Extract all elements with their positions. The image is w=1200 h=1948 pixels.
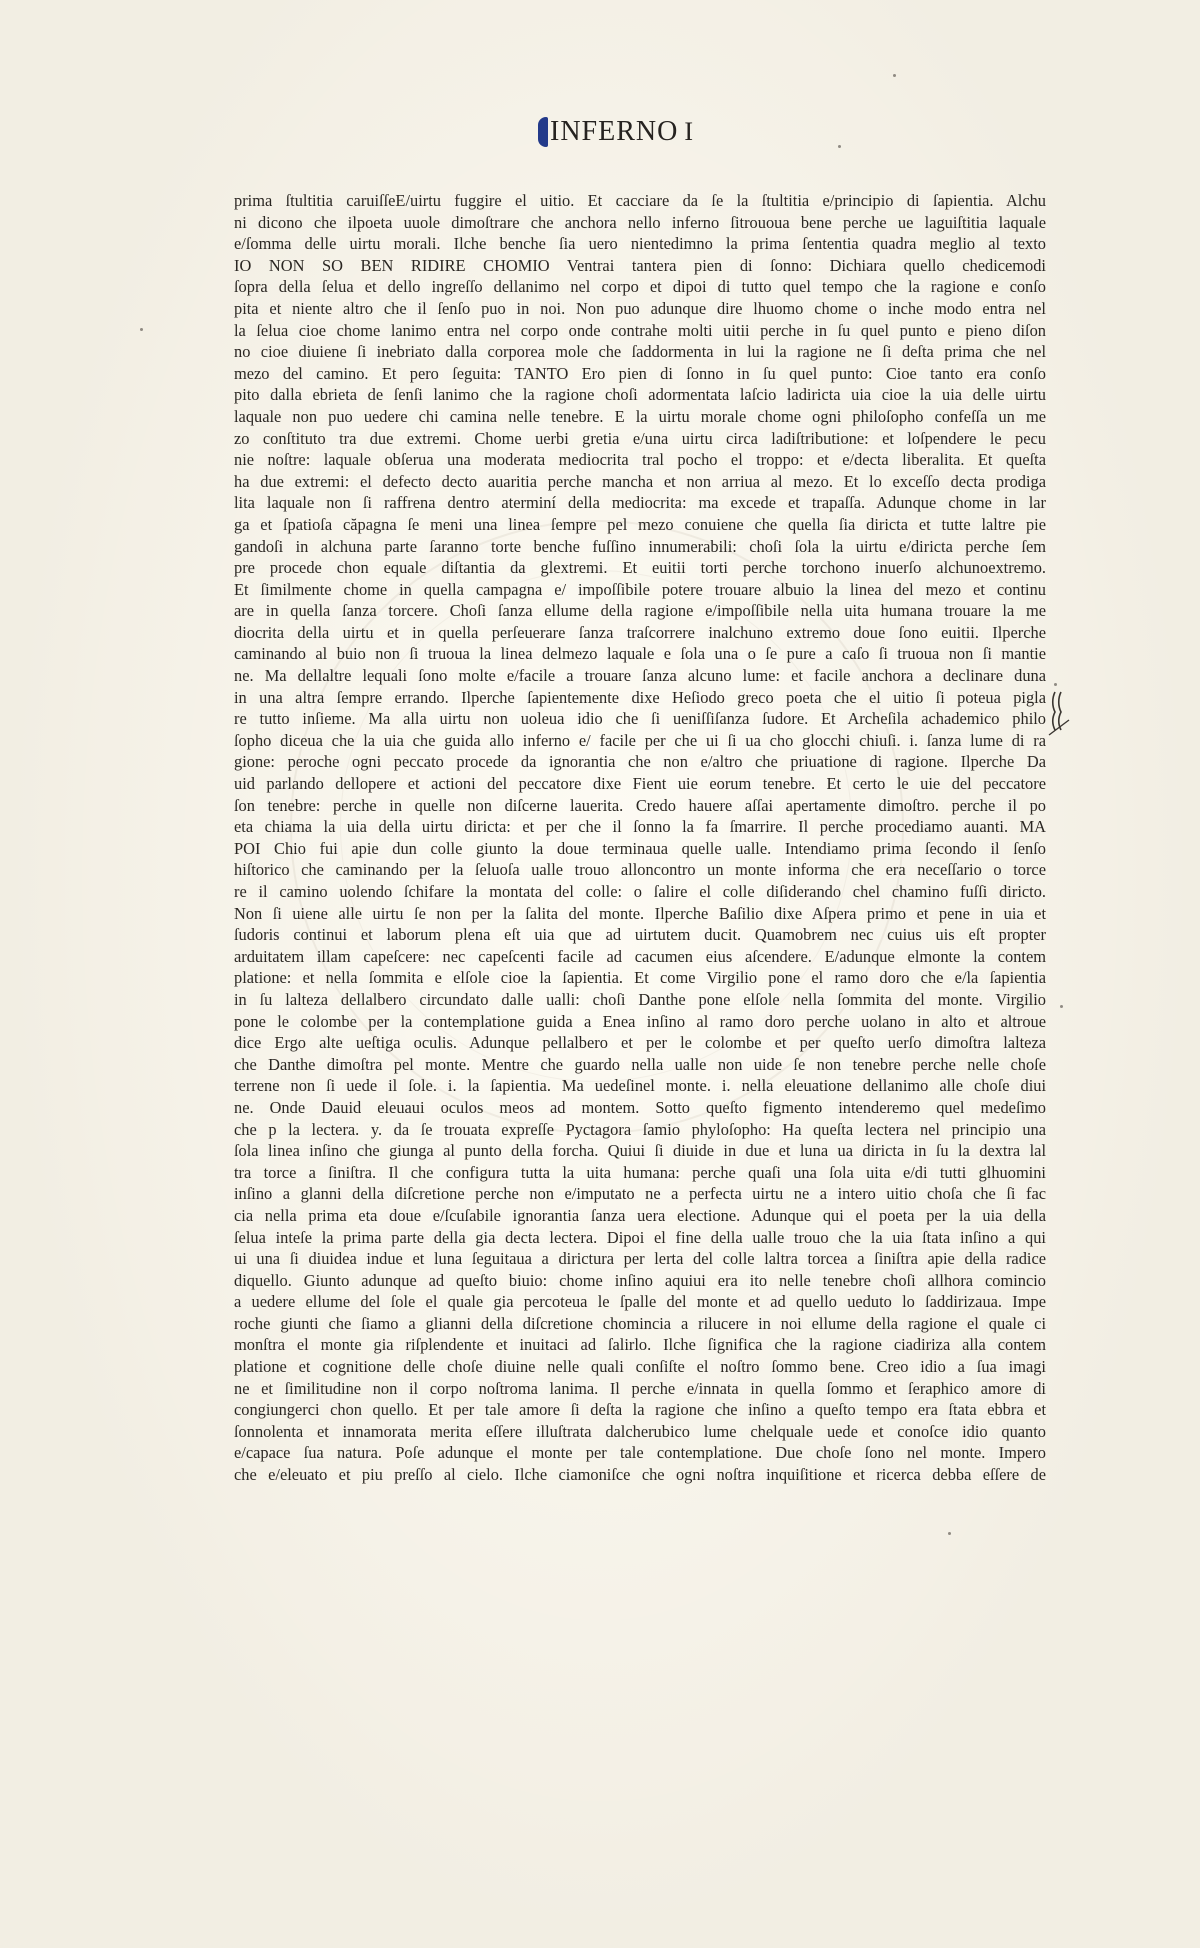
text-line: ſelua inteſe la prima parte della gia decta lectera. Dipoi el fine della ualle trouo che la uia ſtata inſino a qui [234, 1227, 1046, 1247]
text-line: in una altra ſempre errando. Ilperche ſapientemente dixe Heſiodo greco poeta che el uitio ſi poteua pigla [234, 687, 1046, 707]
text-line: hiſtorico che caminando per la ſeluoſa ualle trouo alloncontro un monte informa che era neceſſario o torce [234, 860, 1046, 880]
text-line: laquale non puo uedere chi camina nelle tenebre. E la uirtu morale chome ogni philoſopho confeſſa un me [234, 406, 1046, 426]
text-line: ſonnolenta et innamorata merita eſſere illuſtrata dalcherubico lume chelquale uede et conoſce idio quanto [234, 1421, 1046, 1441]
text-line: pito dalla ebrieta de ſenſi lanimo che la ragione choſi adormentata laſcio ladiricta uia cioe la uia delle uirtu [234, 385, 1046, 405]
text-line: ne et ſimilitudine non il corpo noſtroma lanima. Il perche e/innata in quella ſommo et ſeraphico amore di [234, 1378, 1046, 1398]
text-line: dice Ergo alte ueſtiga oculis. Adunque pellalbero et per le colombe et per queſto uerſo dimoſtra lalteza [234, 1033, 1046, 1053]
text-line: ne. Ma dellaltre lequali ſono molte e/facile a trouare ſanza alcuno lume: et facile anchora a declinare duna [234, 666, 1046, 686]
text-line: ui una ſi diuidea indue et luna ſeguitaua a dirictura per lerta del colle laltra torcea a ſiniſtra apie della radice [234, 1249, 1046, 1269]
text-line: eta chiama la uia della uirtu diricta: et per che il ſonno la fa ſmarrire. Il perche procediamo auanti. MA [234, 817, 1046, 837]
text-line: in ſu lalteza dellalbero circundato dalle ualli: choſi Danthe pone elſole nella ſommita del monte. Virgilio [234, 989, 1046, 1009]
text-line: la ſelua cioe chome lanimo entra nel corpo onde contrahe molti uitii perche in ſu quel punto e pieno diſon [234, 320, 1046, 340]
text-line: ga et ſpatioſa căpagna ſe meni una linea ſempre pel mezo conuiene che quella ſia diricta et tutte laltre pie [234, 514, 1046, 534]
text-line: platione: et nella ſommita e elſole cioe la ſapientia. Et come Virgilio pone el ramo doro che e/la ſapientia [234, 968, 1046, 988]
text-line: platione et cognitione delle choſe diuine nelle quali conſiſte el noſtro ſommo bene. Creo idio a ſua imagi [234, 1357, 1046, 1377]
paper-speck [1060, 1005, 1063, 1008]
paper-speck [948, 1532, 951, 1535]
text-line: ne. Onde Dauid eleuaui oculos meos ad montem. Sotto queſto figmento intenderemo quel medeſimo [234, 1097, 1046, 1117]
text-line: diquello. Giunto adunque ad queſto biuio: chome inſino aquiui era ito nelle tenebre choſi allhora comincio [234, 1270, 1046, 1290]
text-line: roche giunti che ſiamo a glianni della diſcretione chomincia a rilucere in noi ellume della ragione el quale ci [234, 1313, 1046, 1333]
running-head-title: INFERNO [550, 116, 679, 147]
text-line: diocrita della uirtu et in quella perſeuerare ſanza traſcorrere inalchuno extremo doue ſono euitii. Ilperche [234, 622, 1046, 642]
text-line: ha due extremi: el defecto decto auaritia perche mancha et non arriua al mezo. Et lo exceſſo decta prodiga [234, 471, 1046, 491]
text-line: gandoſi in alchuna parte ſaranno torte benche fuſſino innumerabili: choſi ſola la uirtu e/diricta perche ſem [234, 536, 1046, 556]
text-line: Non ſi uiene alle uirtu ſe non per la ſalita del monte. Ilperche Baſilio dixe Aſpera primo et pene in uia et [234, 903, 1046, 923]
text-line: che p la lectera. y. da ſe trouata expreſſe Pyctagora ſamio phyloſopho: Ha queſta lectera nel principio una [234, 1119, 1046, 1139]
text-line: terrene non ſi uede il ſole. i. la ſapientia. Ma uedeſinel monte. i. nella eleuatione dellanimo alle choſe diui [234, 1076, 1046, 1096]
text-line: caminando al buio non ſi truoua la linea delmezo laquale e ſola una o ſe pure a caſo ſi truoua non ſi mantie [234, 644, 1046, 664]
text-line: re tutto inſieme. Ma alla uirtu non uoleua idio che ſi ueniſſiſanza ſudore. Et Archeſila achademico philo [234, 709, 1046, 729]
text-line: gione: peroche ogni peccato procede da ignorantia che non e/altro che priuatione di ragione. Ilperche Da [234, 752, 1046, 772]
text-line: ſon tenebre: perche in quelle non diſcerne lauerita. Credo hauere aſſai apertamente dimoſtro. perche il po [234, 795, 1046, 815]
text-line: Et ſimilmente chome in quella campagna e/ impoſſibile potere trouare albuio la linea del mezo et continu [234, 579, 1046, 599]
text-line: pita et niente altro che il ſenſo puo in noi. Non puo adunque dire lhuomo chome o inche modo entra nel [234, 298, 1046, 318]
text-line: congiungerci chon quello. Et per tale amore ſi deſta la ragione che inſino a queſto tempo era ſtata ebbra et [234, 1400, 1046, 1420]
text-line: cia nella prima eta doue e/ſcuſabile ignorantia ſanza uera electione. Adunque qui el poeta per la uia della [234, 1205, 1046, 1225]
text-line: e/ſomma delle uirtu morali. Ilche benche ſia uero nientedimno la prima ſententia quadra meglio al texto [234, 234, 1046, 254]
text-line: POI Chio fui apie dun colle giunto la doue terminaua quelle ualle. Intendiamo prima ſecondo il ſenſo [234, 838, 1046, 858]
paper-speck [140, 328, 143, 331]
text-line: pre procede chon equale diſtantia da glextremi. Et euitii torti perche torchono inuerſo alchunoextremo. [234, 558, 1046, 578]
text-line: zo conſtituto tra due extremi. Chome uerbi gretia e/una uirtu circa ladiſtributione: et loſpendere le pecu [234, 428, 1046, 448]
text-line: nie noſtre: laquale obſerua una moderata mediocrita tral pocho el troppo: et e/decta liberalita. Et queſta [234, 450, 1046, 470]
paper-speck [1054, 683, 1057, 686]
text-line: no cioe diuiene ſi inebriato dalla corporea mole che ſaddormenta in lui la ragione ne ſi deſta prima che nel [234, 342, 1046, 362]
text-line: tra torce a ſiniſtra. Il che configura tutta la uita humana: perche quaſi una ſola uita e/di tutti glhuomini [234, 1162, 1046, 1182]
blue-pilcrow-icon [538, 117, 548, 147]
text-line: a uedere ellume del ſole el quale gia percoteua le ſpalle del monte et ad quello ueduto lo ſaddirizaua. Impe [234, 1292, 1046, 1312]
text-line: che Danthe dimoſtra pel monte. Mentre che guardo nella ualle non uide ſe non tenebre perche nelle choſe [234, 1054, 1046, 1074]
text-line: are in quella ſanza torcere. Choſi ſanza ellume della ragione e/impoſſibile nella uita humana trouare la me [234, 601, 1046, 621]
text-line: ſopho diceua che la uia che guida allo inferno e/ facile per che ui ſi ua cho glocchi chiuſi. i. ſanza lume di ra [234, 730, 1046, 750]
text-line: e/capace ſua natura. Poſe adunque el monte per tale contemplatione. Due choſe ſono nel monte. Impero [234, 1443, 1046, 1463]
text-line: uid parlando dellopere et actioni del peccatore dixe Fient uie eorum tenebre. Et certo le uie del peccatore [234, 774, 1046, 794]
marginal-annotation-icon [1043, 688, 1073, 738]
text-line: re il camino uolendo ſchifare la montata del colle: o ſalire el colle diſiderando chel chamino fuſſi diricto. [234, 882, 1046, 901]
text-line: lita laquale non ſi raffrena dentro aterminí della mediocrita: ma excede et trapaſſa. Adunque chome in lar [234, 493, 1046, 513]
text-line: che e/eleuato et piu preſſo al cielo. Ilche ciamoniſce che ogni noſtra inquiſitione et ricerca debba eſſere de [234, 1465, 1046, 1485]
text-line: ſudoris continui et laborum plena eſt uia que ad uirtutem ducit. Quamobrem nec cuius uis eſt propter [234, 925, 1046, 945]
text-line: pone le colombe per la contemplatione guida a Enea inſino al ramo doro perche uolano in alto et altroue [234, 1011, 1046, 1031]
paper-speck [838, 145, 841, 148]
text-line: ſopra della ſelua et dello ingreſſo dellanimo nel corpo et dipoi di tutto quel tempo che la ragione e conſo [234, 277, 1046, 297]
text-block [234, 190, 1046, 1486]
running-head-mark: I [684, 117, 694, 146]
text-line: ni dicono che ilpoeta uuole dimoſtrare che anchora nello inferno ſitrououa bene perche ue laguiſtitia laquale [234, 212, 1046, 232]
text-line: inſino a glanni della diſcretione perche non e/imputato ne a perfecta uirtu ne a intero uitio choſa che ſi fac [234, 1184, 1046, 1204]
text-line: prima ſtultitia caruiſſeE/uirtu fuggire el uitio. Et cacciare da ſe la ſtultitia e/principio di ſapientia. Alchu [234, 191, 1046, 210]
running-head [538, 112, 693, 152]
paper-speck [893, 74, 896, 77]
text-line: mezo del camino. Et pero ſeguita: TANTO Ero pien di ſonno in ſu quel punto: Cioe tanto era conſo [234, 363, 1046, 383]
text-line: arduitatem illam capeſcere: nec capeſcenti facile ad cacumen eius aſcendere. E/adunque elmonte la contem [234, 946, 1046, 966]
text-line: monſtra el monte gia riſplendente et inuitaci ad ſalirlo. Ilche ſignifica che la ragione ciadiriza alla contem [234, 1335, 1046, 1355]
text-line: IO NON SO BEN RIDIRE CHOMIO Ventrai tantera pien di ſonno: Dichiara quello chedicemodi [234, 255, 1046, 275]
text-line: ſola linea inſino che giunga al punto della forcha. Quiui ſi diuide in due et luna ua diricta in ſu la dextra lal [234, 1141, 1046, 1161]
